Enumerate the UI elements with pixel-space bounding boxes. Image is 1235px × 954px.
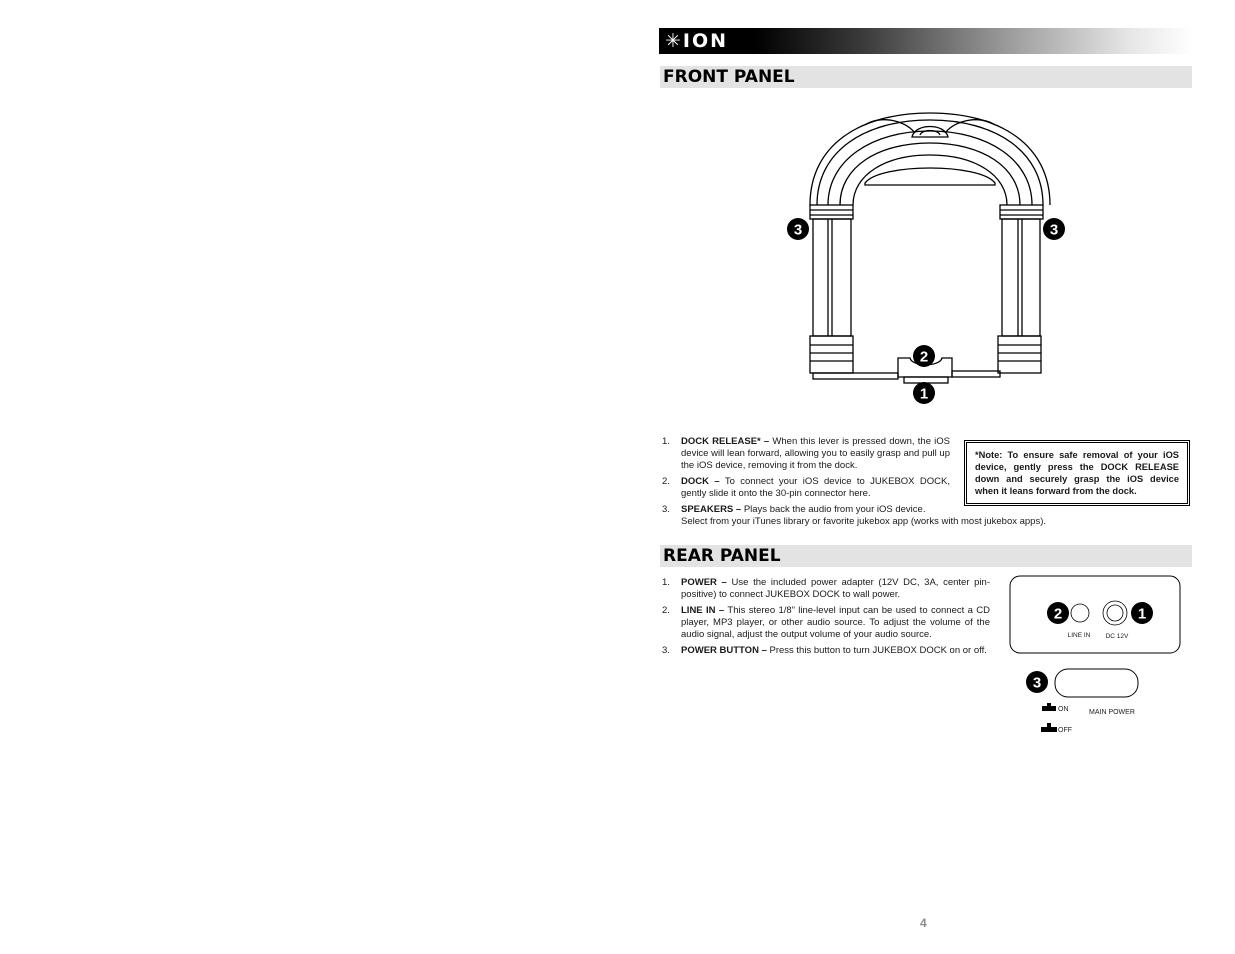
item-text: Use the included power adapter (12V DC, 3A, center pin-positive) to connect JUKEBOX DOCK to wall power. xyxy=(681,577,990,600)
item-number: 2. xyxy=(662,605,670,616)
item-term: DOCK – xyxy=(681,476,720,487)
rear-panel-title: REAR PANEL xyxy=(663,546,781,566)
item-number: 3. xyxy=(662,504,670,515)
list-item xyxy=(660,504,1100,528)
front-panel-heading xyxy=(660,66,1192,88)
item-number: 2. xyxy=(662,476,670,487)
item-text: This stereo 1/8” line-level input can be used to connect a CD player, MP3 player, or other audio source. To adjust the volume of the audio signal, adjust the output volume of your audio source. xyxy=(681,605,991,640)
safety-note-box xyxy=(964,440,1190,506)
dc-label: DC 12V xyxy=(1105,633,1129,640)
callout-2 xyxy=(912,344,936,368)
svg-text:3: 3 xyxy=(1032,674,1042,692)
svg-text:1: 1 xyxy=(1137,605,1147,623)
item-text: Press this button to turn JUKEBOX DOCK on or off. xyxy=(766,645,987,656)
logo-text: ION xyxy=(682,30,729,52)
logo-star-icon: ✳ xyxy=(665,30,683,52)
list-item xyxy=(660,577,990,601)
list-item xyxy=(660,436,950,472)
front-panel-list xyxy=(660,436,950,504)
line-in-jack-icon xyxy=(1071,604,1089,622)
svg-text:2: 2 xyxy=(919,348,929,366)
jack-panel xyxy=(1010,576,1180,653)
brand-bar xyxy=(659,28,1193,54)
item-number: 1. xyxy=(662,577,670,588)
item-term: LINE IN – xyxy=(681,605,725,616)
item-text: To connect your iOS device to JUKEBOX DOCK, gently slide it onto the 30-pin connector here. xyxy=(681,476,950,499)
rear-panel-list xyxy=(660,577,990,661)
list-item xyxy=(660,645,990,657)
item-number: 3. xyxy=(662,645,670,656)
callout-1 xyxy=(912,381,936,405)
item-term: SPEAKERS – xyxy=(681,504,742,515)
ion-logo xyxy=(665,31,728,51)
svg-text:3: 3 xyxy=(1049,221,1059,239)
item-term: DOCK RELEASE* – xyxy=(681,436,770,447)
off-label: OFF xyxy=(1058,727,1072,734)
switch-on-icon xyxy=(1042,703,1056,711)
front-panel-title: FRONT PANEL xyxy=(663,67,795,87)
item-term: POWER – xyxy=(681,577,727,588)
on-label: ON xyxy=(1058,706,1069,713)
item-number: 1. xyxy=(662,436,670,447)
rear-panel-heading xyxy=(660,545,1192,567)
svg-text:3: 3 xyxy=(793,221,803,239)
callout-3-right xyxy=(1042,217,1066,241)
rear-panel-diagram xyxy=(1005,572,1185,742)
svg-text:2: 2 xyxy=(1053,605,1063,623)
item-text: Plays back the audio from your iOS device. xyxy=(741,504,926,515)
list-item xyxy=(660,605,990,641)
dc-jack-icon xyxy=(1103,601,1127,625)
list-item xyxy=(660,476,950,500)
safety-note-text: *Note: To ensure safe removal of your iOS device, gently press the DOCK RELEASE down and securely grasp the iOS device when it leans forward from the dock. xyxy=(975,450,1179,496)
item-term: POWER BUTTON – xyxy=(681,645,767,656)
svg-text:1: 1 xyxy=(919,385,929,403)
page-number: 4 xyxy=(920,916,927,930)
callout-3-left xyxy=(786,217,810,241)
main-power-label: MAIN POWER xyxy=(1089,709,1135,716)
switch-off-icon xyxy=(1041,723,1057,732)
item-text-continued: Select from your iTunes library or favorite jukebox app (works with most jukebox apps). xyxy=(681,516,1047,527)
line-in-label: LINE IN xyxy=(1067,632,1091,639)
main-power-switch xyxy=(1055,669,1138,697)
item-text: When this lever is pressed down, the iOS device will lean forward, allowing you to easily grasp and pull up the iOS device, removing it from the dock. xyxy=(681,436,951,471)
